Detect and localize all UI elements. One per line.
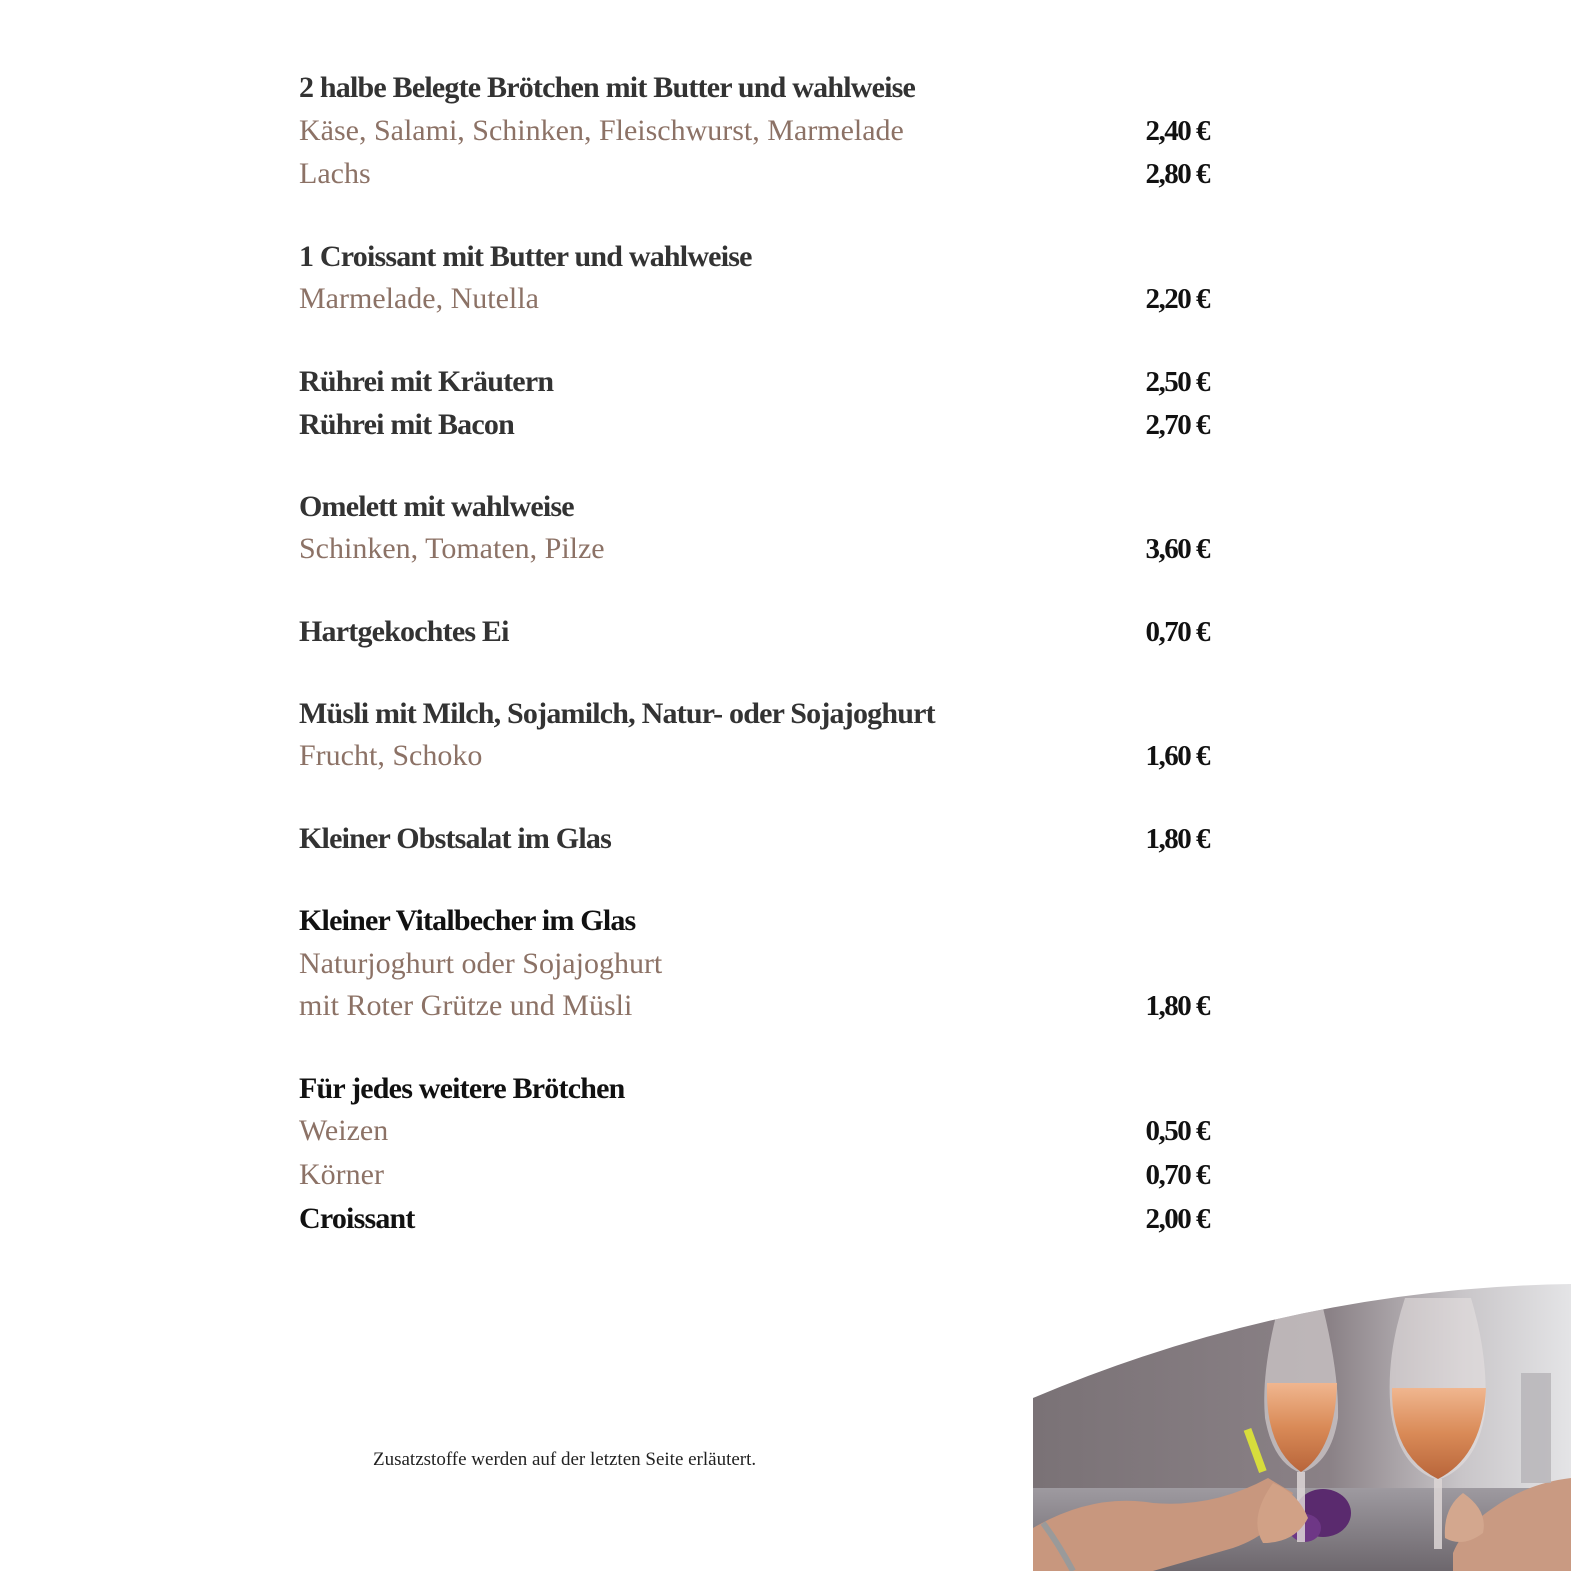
menu-line xyxy=(299,362,1209,402)
menu-line xyxy=(299,237,1209,277)
menu-line xyxy=(299,819,1209,859)
menu-item-label: Weizen xyxy=(299,1114,389,1147)
menu-item-price: 1,60 € xyxy=(1145,740,1209,772)
menu-item-price: 0,70 € xyxy=(1145,1159,1209,1191)
menu-line xyxy=(299,736,1209,776)
menu-line xyxy=(299,944,1209,984)
wine-glasses-toast-photo xyxy=(1033,1278,1571,1571)
menu-line xyxy=(299,1199,1209,1239)
menu-item-label: Marmelade, Nutella xyxy=(299,282,539,315)
menu-item-price: 0,70 € xyxy=(1145,616,1209,648)
menu-item-label: 2 halbe Belegte Brötchen mit Butter und wahlweise xyxy=(299,71,916,104)
menu-item-price: 2,80 € xyxy=(1145,158,1209,190)
menu-line xyxy=(299,111,1209,151)
menu-item-price: 2,40 € xyxy=(1145,115,1209,147)
menu-line xyxy=(299,1069,1209,1109)
menu-line xyxy=(299,1155,1209,1195)
menu-line xyxy=(299,694,1209,734)
menu-line xyxy=(299,68,1209,108)
menu-item-label: Rührei mit Kräutern xyxy=(299,365,554,398)
menu-item-label: Hartgekochtes Ei xyxy=(299,615,509,648)
menu-item-label: Rührei mit Bacon xyxy=(299,408,514,441)
menu-item-price: 2,50 € xyxy=(1145,366,1209,398)
menu-line xyxy=(299,612,1209,652)
footnote: Zusatzstoffe werden auf der letzten Seite erläutert. xyxy=(373,1449,757,1470)
menu-item-price: 0,50 € xyxy=(1145,1115,1209,1147)
menu-line xyxy=(299,487,1209,527)
menu-line xyxy=(299,405,1209,445)
menu-line xyxy=(299,154,1209,194)
menu-item-label: Körner xyxy=(299,1158,384,1191)
menu-item-label: Croissant xyxy=(299,1202,415,1235)
menu-item-price: 2,70 € xyxy=(1145,409,1209,441)
menu-item-label: Kleiner Obstsalat im Glas xyxy=(299,822,611,855)
menu-item-label: Für jedes weitere Brötchen xyxy=(299,1072,625,1105)
menu-item-label: Omelett mit wahlweise xyxy=(299,490,574,523)
menu-item-label: Kleiner Vitalbecher im Glas xyxy=(299,904,636,937)
menu-item-label: Lachs xyxy=(299,157,371,190)
menu-item-label: mit Roter Grütze und Müsli xyxy=(299,989,633,1022)
menu-item-label: Müsli mit Milch, Sojamilch, Natur- oder Sojajoghurt xyxy=(299,697,935,730)
menu-line xyxy=(299,986,1209,1026)
menu-item-price: 2,20 € xyxy=(1145,283,1209,315)
menu-item-price: 3,60 € xyxy=(1145,533,1209,565)
menu-line xyxy=(299,1111,1209,1151)
menu-line xyxy=(299,901,1209,941)
menu-line xyxy=(299,279,1209,319)
menu-item-price: 1,80 € xyxy=(1145,823,1209,855)
menu-line xyxy=(299,529,1209,569)
menu-item-label: Schinken, Tomaten, Pilze xyxy=(299,532,605,565)
menu-item-label: Käse, Salami, Schinken, Fleischwurst, Marmelade xyxy=(299,114,904,147)
menu-item-label: 1 Croissant mit Butter und wahlweise xyxy=(299,240,752,273)
menu-item-label: Naturjoghurt oder Sojajoghurt xyxy=(299,947,663,980)
menu-item-price: 2,00 € xyxy=(1145,1203,1209,1235)
menu-item-price: 1,80 € xyxy=(1145,990,1209,1022)
menu-item-label: Frucht, Schoko xyxy=(299,739,483,772)
